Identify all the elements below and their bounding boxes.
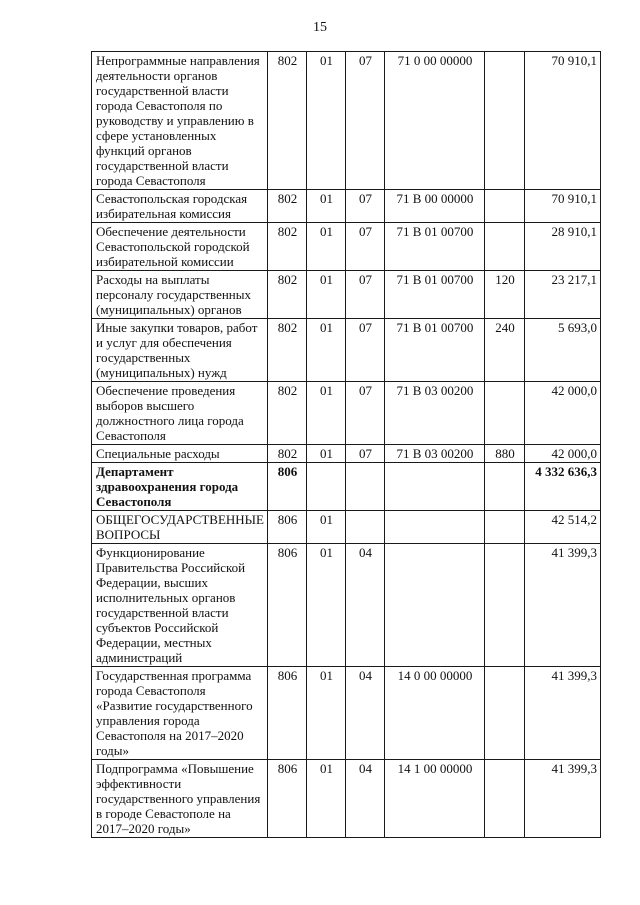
subsection-code-cell	[345, 463, 384, 511]
target-article-cell	[384, 463, 484, 511]
amount-cell: 42 514,2	[524, 511, 600, 544]
row-name-cell: Расходы на выплаты персоналу государственных (муниципальных) органов	[92, 271, 268, 319]
subsection-code-cell: 07	[345, 52, 384, 190]
section-code-cell: 01	[306, 382, 345, 445]
expense-type-cell	[484, 382, 524, 445]
row-name-cell: Подпрограмма «Повышение эффективности государственного управления в городе Севастополе на 2017–2020 годы»	[92, 760, 268, 838]
amount-cell: 41 399,3	[524, 760, 600, 838]
ved-code-cell: 802	[267, 52, 306, 190]
section-code-cell: 01	[306, 271, 345, 319]
page-number: 15	[313, 20, 327, 35]
expense-type-cell	[484, 190, 524, 223]
expense-type-cell	[484, 544, 524, 667]
ved-code-cell: 802	[267, 382, 306, 445]
table-row	[92, 760, 601, 838]
section-code-cell: 01	[306, 511, 345, 544]
subsection-code-cell: 04	[345, 760, 384, 838]
target-article-cell: 71 В 01 00700	[384, 271, 484, 319]
expense-type-cell	[484, 760, 524, 838]
table-row	[92, 544, 601, 667]
table-row	[92, 667, 601, 760]
subsection-code-cell: 07	[345, 223, 384, 271]
expense-type-cell: 120	[484, 271, 524, 319]
expense-type-cell	[484, 223, 524, 271]
amount-cell: 70 910,1	[524, 190, 600, 223]
amount-cell: 41 399,3	[524, 544, 600, 667]
ved-code-cell: 802	[267, 190, 306, 223]
ved-code-cell: 802	[267, 319, 306, 382]
target-article-cell	[384, 511, 484, 544]
ved-code-cell: 806	[267, 463, 306, 511]
table-row	[92, 271, 601, 319]
row-name-cell: ОБЩЕГОСУДАРСТВЕННЫЕ ВОПРОСЫ	[92, 511, 268, 544]
target-article-cell: 14 0 00 00000	[384, 667, 484, 760]
amount-cell: 5 693,0	[524, 319, 600, 382]
section-code-cell: 01	[306, 667, 345, 760]
target-article-cell: 14 1 00 00000	[384, 760, 484, 838]
subsection-code-cell	[345, 511, 384, 544]
target-article-cell: 71 В 00 00000	[384, 190, 484, 223]
subsection-code-cell: 07	[345, 445, 384, 463]
table-row	[92, 382, 601, 445]
ved-code-cell: 802	[267, 445, 306, 463]
amount-cell: 41 399,3	[524, 667, 600, 760]
table-row	[92, 190, 601, 223]
target-article-cell: 71 В 03 00200	[384, 445, 484, 463]
subsection-code-cell: 04	[345, 667, 384, 760]
expense-type-cell	[484, 52, 524, 190]
row-name-cell: Специальные расходы	[92, 445, 268, 463]
expense-type-cell	[484, 463, 524, 511]
expense-type-cell	[484, 511, 524, 544]
section-code-cell: 01	[306, 760, 345, 838]
amount-cell: 42 000,0	[524, 445, 600, 463]
ved-code-cell: 802	[267, 223, 306, 271]
section-code-cell: 01	[306, 445, 345, 463]
subsection-code-cell: 04	[345, 544, 384, 667]
row-name-cell: Обеспечение проведения выборов высшего должностного лица города Севастополя	[92, 382, 268, 445]
expense-type-cell: 240	[484, 319, 524, 382]
budget-table-body	[92, 52, 601, 838]
expense-type-cell	[484, 667, 524, 760]
row-name-cell: Обеспечение деятельности Севастопольской городской избирательной комиссии	[92, 223, 268, 271]
amount-cell: 28 910,1	[524, 223, 600, 271]
table-row	[92, 511, 601, 544]
amount-cell: 70 910,1	[524, 52, 600, 190]
row-name-cell: Функционирование Правительства Российской Федерации, высших исполнительных органов государственной власти субъектов Российской Федерации, местных администраций	[92, 544, 268, 667]
section-code-cell	[306, 463, 345, 511]
row-name-cell: Непрограммные направления деятельности органов государственной власти города Севастополя по руководству и управлению в сфере установленных функций органов государственной власти города Севастополя	[92, 52, 268, 190]
section-code-cell: 01	[306, 319, 345, 382]
amount-cell: 42 000,0	[524, 382, 600, 445]
amount-cell: 23 217,1	[524, 271, 600, 319]
row-name-cell: Департамент здравоохранения города Севастополя	[92, 463, 268, 511]
ved-code-cell: 806	[267, 760, 306, 838]
row-name-cell: Севастопольская городская избирательная комиссия	[92, 190, 268, 223]
section-code-cell: 01	[306, 190, 345, 223]
section-code-cell: 01	[306, 223, 345, 271]
table-row	[92, 445, 601, 463]
target-article-cell: 71 В 03 00200	[384, 382, 484, 445]
table-row	[92, 223, 601, 271]
target-article-cell: 71 В 01 00700	[384, 319, 484, 382]
amount-cell: 4 332 636,3	[524, 463, 600, 511]
ved-code-cell: 806	[267, 667, 306, 760]
target-article-cell: 71 В 01 00700	[384, 223, 484, 271]
table-row	[92, 463, 601, 511]
budget-table	[91, 51, 601, 838]
target-article-cell: 71 0 00 00000	[384, 52, 484, 190]
subsection-code-cell: 07	[345, 382, 384, 445]
row-name-cell: Иные закупки товаров, работ и услуг для обеспечения государственных (муниципальных) нужд	[92, 319, 268, 382]
target-article-cell	[384, 544, 484, 667]
ved-code-cell: 806	[267, 544, 306, 667]
table-row	[92, 319, 601, 382]
section-code-cell: 01	[306, 544, 345, 667]
subsection-code-cell: 07	[345, 190, 384, 223]
section-code-cell: 01	[306, 52, 345, 190]
ved-code-cell: 802	[267, 271, 306, 319]
row-name-cell: Государственная программа города Севастополя «Развитие государственного управления города Севастополя на 2017–2020 годы»	[92, 667, 268, 760]
expense-type-cell: 880	[484, 445, 524, 463]
table-row	[92, 52, 601, 190]
ved-code-cell: 806	[267, 511, 306, 544]
subsection-code-cell: 07	[345, 319, 384, 382]
subsection-code-cell: 07	[345, 271, 384, 319]
